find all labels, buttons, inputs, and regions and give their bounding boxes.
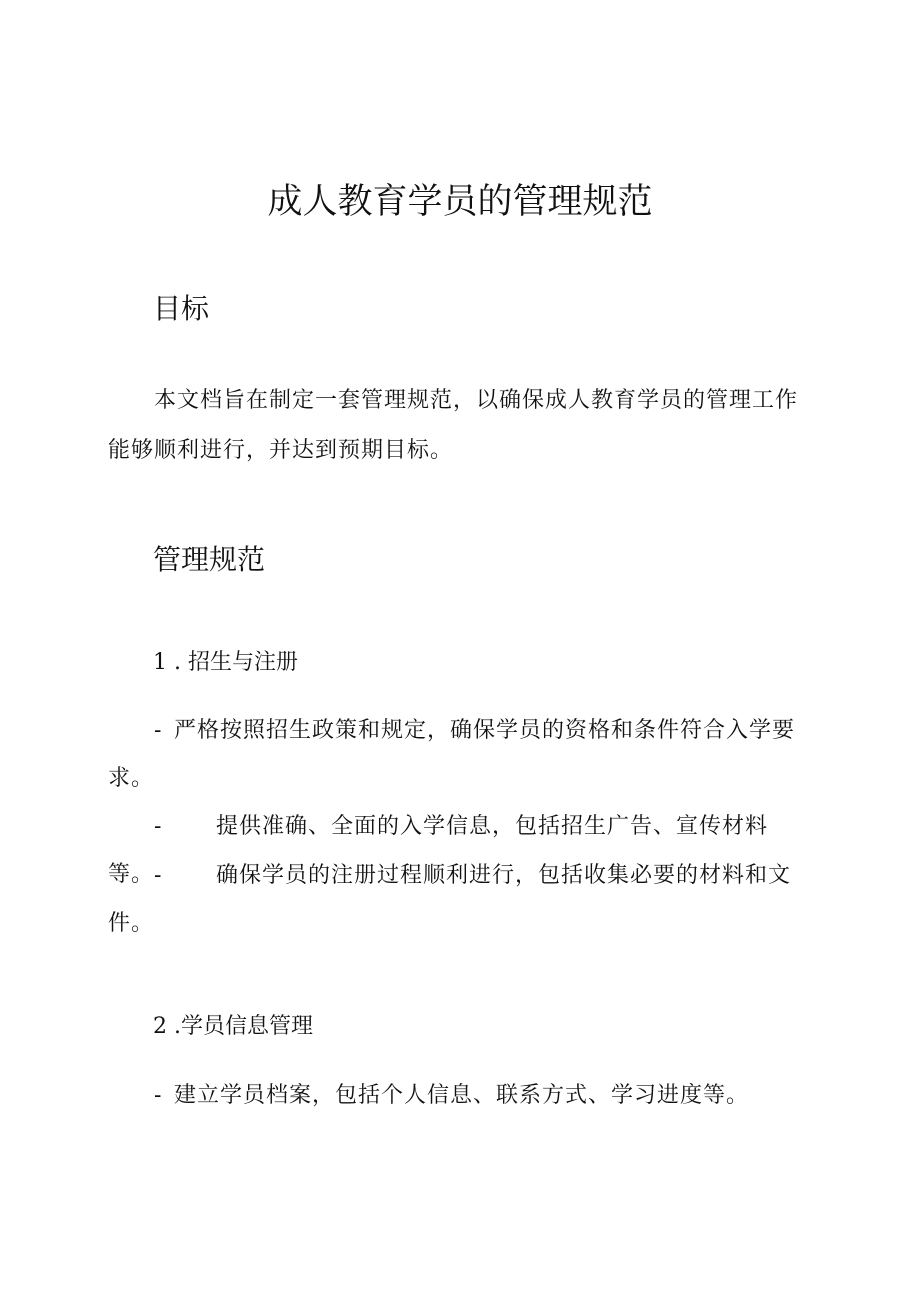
section-heading-goal: 目标 [153, 292, 210, 325]
section-heading-rules: 管理规范 [153, 543, 266, 576]
item-title-enrollment: 1 . 招生与注册 [153, 650, 298, 675]
bullet-item [108, 1072, 808, 1120]
bullet-dash: - [154, 814, 163, 839]
bullet-item [108, 707, 808, 803]
bullet-dash: - [154, 718, 163, 743]
item-title-student-info: 2 .学员信息管理 [153, 1014, 313, 1039]
bullet-text: 提供准确、全面的入学信息，包括招生广告、宣传材料等。 [108, 814, 769, 887]
goal-paragraph-text: 本文档旨在制定一套管理规范，以确保成人教育学员的管理工作能够顺利进行，并达到预期目标。 [108, 388, 799, 463]
bullet-text: 确保学员的注册过程顺利进行，包括收集必要的材料和文件。 [108, 863, 792, 936]
bullet-item [108, 852, 808, 948]
goal-paragraph [108, 376, 808, 476]
bullet-text: 建立学员档案，包括个人信息、联系方式、学习进度等。 [174, 1083, 750, 1108]
bullet-dash: - [154, 1083, 163, 1108]
bullet-dash: - [154, 863, 163, 888]
bullet-text: 严格按照招生政策和规定，确保学员的资格和条件符合入学要求。 [108, 718, 796, 791]
document-title: 成人教育学员的管理规范 [267, 182, 653, 222]
